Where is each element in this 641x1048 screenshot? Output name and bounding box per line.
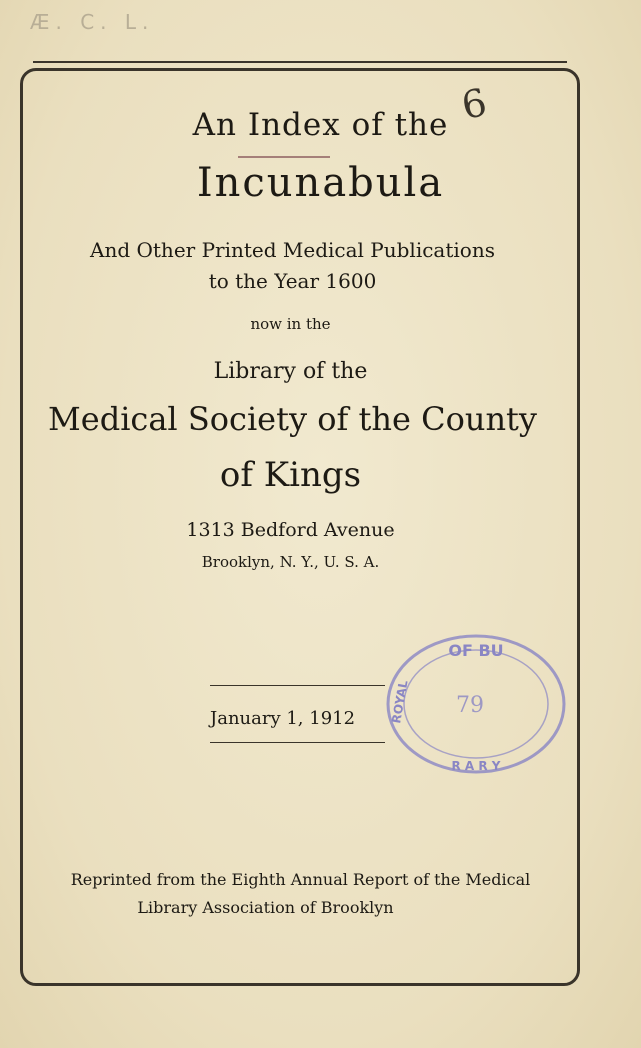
pencil-annotation: Æ. C. L. <box>30 10 155 34</box>
reprint-note-line1: Reprinted from the Eighth Annual Report of the Medical <box>70 870 531 889</box>
title-line-index: An Index of the <box>192 107 449 143</box>
subtitle-now-in: now in the <box>250 315 331 333</box>
stamp-bottom-text: R A R Y <box>451 759 501 773</box>
reprint-note-line2: Library Association of Brooklyn <box>137 898 394 917</box>
publication-date: January 1, 1912 <box>210 708 356 729</box>
date-rule-bottom <box>210 742 385 743</box>
stamp-top-text: OF BU <box>448 641 504 660</box>
county-name: of Kings <box>219 455 362 495</box>
stamp-left-text: ROYAL <box>389 679 411 725</box>
city-address: Brooklyn, N. Y., U. S. A. <box>201 553 380 571</box>
shelf-mark-numeral: 6 <box>457 79 491 129</box>
street-address: 1313 Bedford Avenue <box>186 519 395 541</box>
library-stamp <box>380 628 572 780</box>
subtitle-year: to the Year 1600 <box>208 269 377 293</box>
title-incunabula: Incunabula <box>196 160 445 206</box>
title-ornament <box>238 156 330 158</box>
subtitle-publications: And Other Printed Medical Publications <box>90 238 495 262</box>
subtitle-library: Library of the <box>213 359 368 384</box>
stamp-center-text: 79 <box>456 693 484 718</box>
date-rule-top <box>210 685 385 686</box>
society-name: Medical Society of the County <box>48 400 537 438</box>
